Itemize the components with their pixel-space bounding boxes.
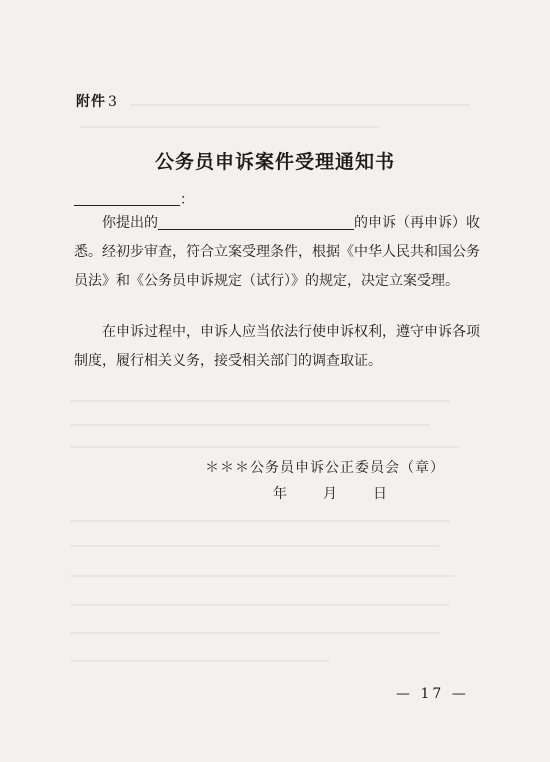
committee-signature: ＊＊＊公务员申诉公正委员会（章） (205, 460, 445, 476)
bleed-through-mark (70, 424, 430, 426)
bleed-through-mark (70, 660, 330, 662)
paragraph-1-body: 的申诉（再申诉）收悉。经初步审查，符合立案受理条件，根据《中华人民共和国公务员法》和《公务员申诉规定（试行）》的规定，决定立案受理。 (74, 215, 480, 289)
appeal-subject-blank (158, 213, 354, 230)
attachment-label-text: 附件 (76, 94, 106, 110)
date-month: 月 (323, 486, 337, 502)
notice-paragraph-2 (74, 318, 480, 376)
notice-paragraph-1 (74, 209, 480, 296)
addressee-blank (74, 189, 180, 206)
date-line (273, 483, 387, 503)
paragraph-2-body: 在申诉过程中，申诉人应当依法行使申诉权利，遵守申诉各项制度，履行相关义务，接受相关部门的调查取证。 (74, 324, 480, 369)
attachment-number: 3 (108, 94, 118, 110)
bleed-through-mark (80, 126, 380, 128)
bleed-through-mark (70, 545, 440, 547)
bleed-through-mark (70, 575, 455, 577)
paragraph-1-lead: 你提出的 (102, 215, 158, 231)
addressee-line (74, 189, 194, 209)
paragraph-indent (74, 324, 102, 340)
bleed-through-mark (130, 104, 470, 106)
addressee-colon: ： (180, 192, 194, 208)
date-year: 年 (273, 486, 287, 502)
paragraph-indent (74, 215, 102, 231)
page-number: — 17 — (396, 686, 469, 702)
attachment-label (76, 91, 118, 111)
bleed-through-mark (70, 400, 450, 402)
page-title: 公务员申诉案件受理通知书 (154, 151, 395, 173)
bleed-through-mark (70, 604, 450, 606)
bleed-through-mark (70, 446, 460, 448)
bleed-through-mark (70, 632, 440, 634)
date-day: 日 (373, 486, 387, 502)
bleed-through-mark (70, 520, 450, 522)
